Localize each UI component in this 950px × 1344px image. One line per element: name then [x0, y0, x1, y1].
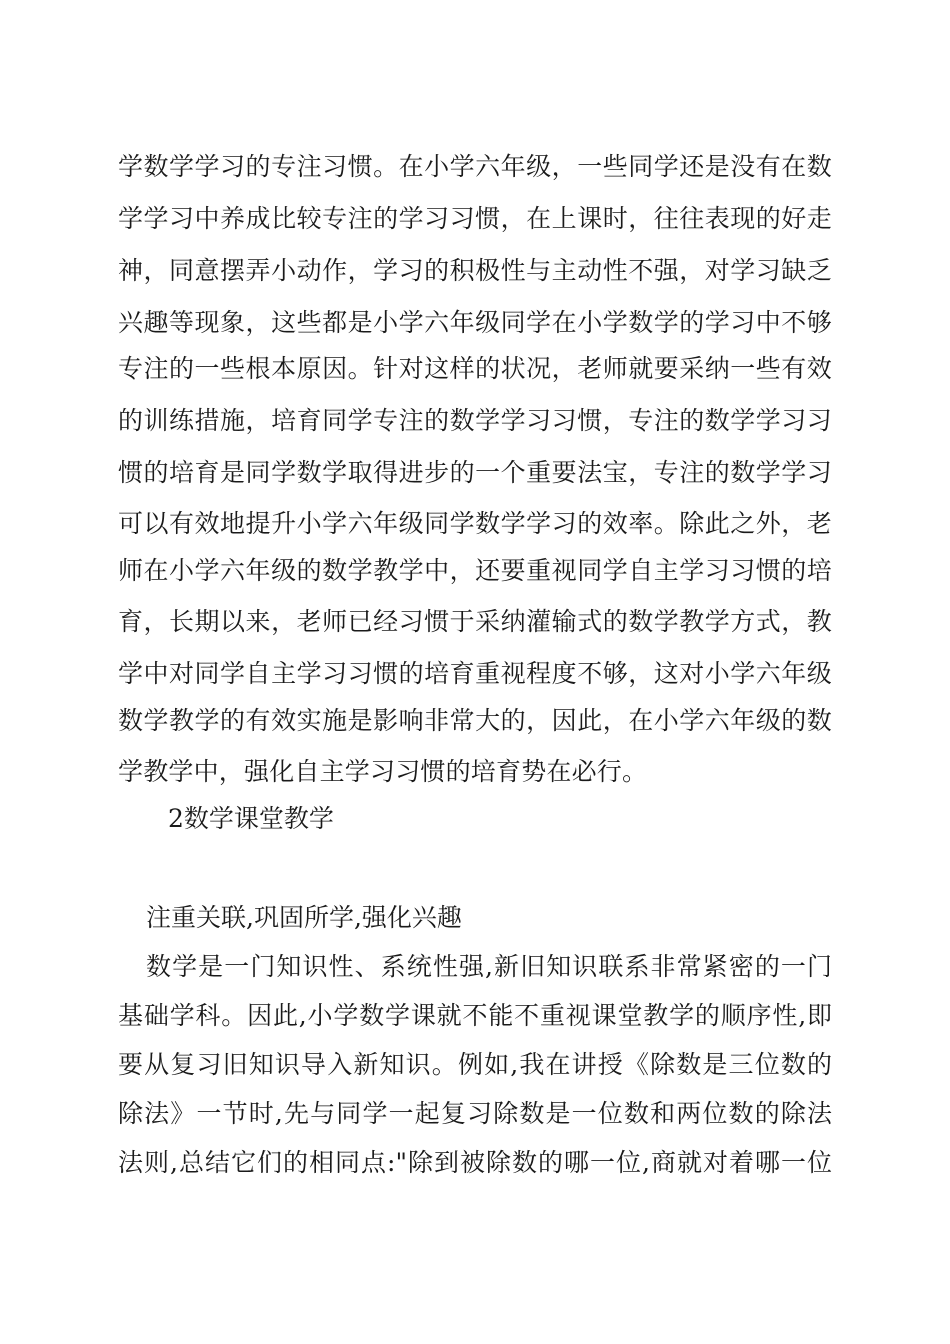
paragraph-line: 育，长期以来，老师已经习惯于采纳灌输式的数学教学方式，教	[118, 607, 832, 636]
paragraph-line: 学教学中，强化自主学习习惯的培育势在必行。	[118, 757, 648, 786]
section-heading: 2数学课堂教学	[168, 804, 334, 833]
paragraph-line: 神，同意摆弄小动作，学习的积极性与主动性不强，对学习缺乏	[118, 256, 832, 285]
paragraph-line: 除法》一节时,先与同学一起复习除数是一位数和两位数的除法	[118, 1099, 832, 1128]
paragraph-line: 基础学科。因此,小学数学课就不能不重视课堂教学的顺序性,即	[118, 1001, 832, 1030]
paragraph-line: 的训练措施，培育同学专注的数学学习习惯，专注的数学学习习	[118, 406, 832, 435]
paragraph-line: 法则,总结它们的相同点:"除到被除数的哪一位,商就对着哪一位	[118, 1148, 832, 1177]
paragraph-line: 兴趣等现象，这些都是小学六年级同学在小学数学的学习中不够	[118, 308, 832, 337]
paragraph-line: 学中对同学自主学习习惯的培育重视程度不够，这对小学六年级	[118, 659, 832, 688]
paragraph-line: 师在小学六年级的数学教学中，还要重视同学自主学习习惯的培	[118, 556, 832, 585]
paragraph-line: 可以有效地提升小学六年级同学数学学习的效率。除此之外，老	[118, 509, 832, 538]
paragraph-line: 要从复习旧知识导入新知识。例如,我在讲授《除数是三位数的	[118, 1050, 832, 1079]
paragraph-line: 学学习中养成比较专注的学习习惯，在上课时，往往表现的好走	[118, 204, 832, 233]
paragraph-line: 专注的一些根本原因。针对这样的状况，老师就要采纳一些有效	[118, 354, 832, 383]
paragraph-line: 数学教学的有效实施是影响非常大的，因此，在小学六年级的数	[118, 706, 832, 735]
paragraph-line: 学数学学习的专注习惯。在小学六年级，一些同学还是没有在数	[118, 152, 832, 181]
paragraph-line: 数学是一门知识性、系统性强,新旧知识联系非常紧密的一门	[146, 952, 832, 981]
paragraph-line: 惯的培育是同学数学取得进步的一个重要法宝，专注的数学学习	[118, 458, 832, 487]
subheading: 注重关联,巩固所学,强化兴趣	[146, 903, 462, 932]
